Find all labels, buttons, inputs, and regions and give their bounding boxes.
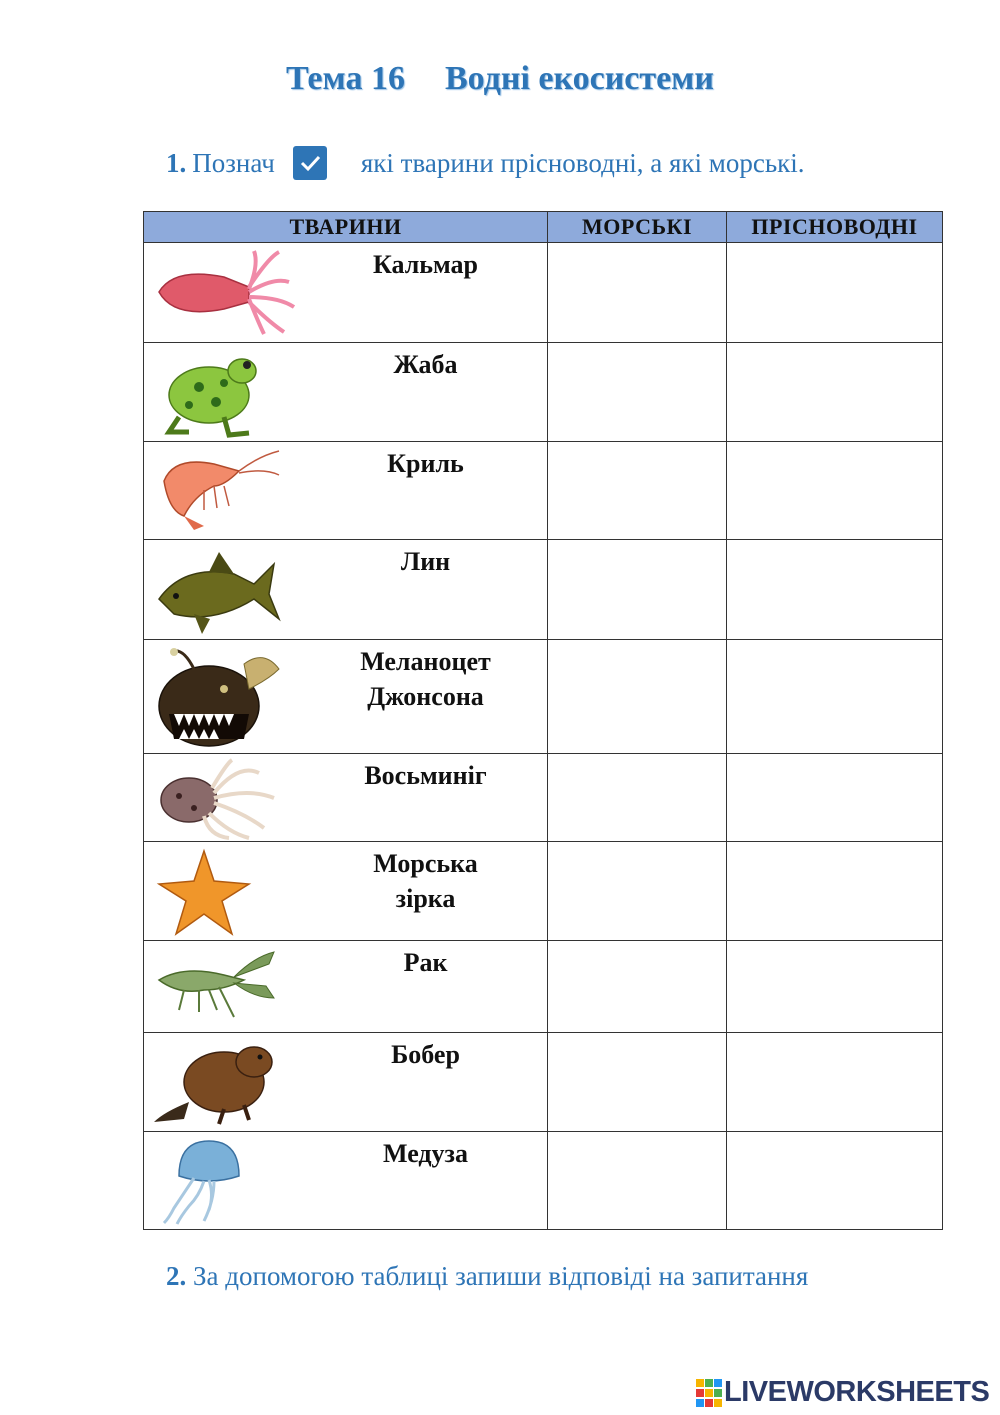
table-row [144,540,943,640]
table-row [144,1033,943,1132]
header-marine: МОРСЬКІ [548,212,727,243]
freshwater-answer-cell[interactable] [727,842,943,941]
octopus-image [154,758,284,840]
squid-image [154,247,304,339]
task-1-text-after: які тварини прісноводні, а які морські. [360,147,805,178]
marine-answer-cell[interactable] [548,442,727,540]
table-row [144,243,943,343]
liveworksheets-logo [696,1376,989,1409]
marine-answer-cell[interactable] [548,842,727,941]
crayfish-image [154,945,284,1029]
animal-name: Морська зірка [373,849,478,913]
animal-name: Криль [387,449,464,478]
frog-image [154,347,284,439]
animal-cell [144,442,548,540]
animal-cell [144,1132,548,1230]
animal-name: Меланоцет Джонсона [360,647,491,711]
animal-cell [144,1033,548,1132]
header-animals: ТВАРИНИ [144,212,548,243]
topic-title: Водні екосистеми [444,60,714,97]
topic-number: Тема 16 [286,60,405,97]
animal-cell [144,842,548,941]
freshwater-answer-cell[interactable] [727,540,943,640]
freshwater-answer-cell[interactable] [727,1033,943,1132]
task-1-text-before: Познач [192,147,275,178]
table-row [144,640,943,754]
task-2-text: За допомогою таблиці запиши відповіді на запитання [193,1261,809,1291]
freshwater-answer-cell[interactable] [727,442,943,540]
marine-answer-cell[interactable] [548,754,727,842]
animal-name: Восьминіг [364,761,487,790]
animal-name: Кальмар [372,250,479,279]
marine-answer-cell[interactable] [548,243,727,343]
animal-cell [144,640,548,754]
animal-name: Жаба [393,350,458,379]
page-title [0,60,1000,98]
task-1-number: 1. [166,147,187,178]
table-row [144,941,943,1033]
table-row [144,1132,943,1230]
jellyfish-image [154,1136,254,1226]
animal-name: Бобер [391,1040,460,1069]
checkbox-checked-icon [293,146,327,180]
freshwater-answer-cell[interactable] [727,243,943,343]
marine-answer-cell[interactable] [548,540,727,640]
marine-answer-cell[interactable] [548,343,727,442]
marine-answer-cell[interactable] [548,1132,727,1230]
animal-cell [144,754,548,842]
anglerfish-image [154,644,284,750]
table-row [144,754,943,842]
freshwater-answer-cell[interactable] [727,640,943,754]
marine-answer-cell[interactable] [548,941,727,1033]
table-row [144,442,943,540]
animal-name: Медуза [383,1139,468,1168]
krill-image [154,446,284,536]
table-header-row [144,212,943,243]
beaver-image [154,1037,284,1129]
freshwater-answer-cell[interactable] [727,941,943,1033]
starfish-image [154,846,254,938]
table-row [144,343,943,442]
marine-answer-cell[interactable] [548,1033,727,1132]
animals-table [143,211,943,1230]
table-row [144,842,943,941]
animal-cell [144,343,548,442]
liveworksheets-logo-icon [696,1379,722,1407]
header-freshwater: ПРІСНОВОДНІ [727,212,943,243]
animal-cell [144,243,548,343]
tench-fish-image [154,544,284,636]
freshwater-answer-cell[interactable] [727,343,943,442]
task-1 [166,146,805,180]
animal-cell [144,540,548,640]
freshwater-answer-cell[interactable] [727,754,943,842]
animal-name: Рак [403,948,448,977]
task-2 [166,1261,808,1292]
liveworksheets-text: LIVEWORKSHEETS [724,1376,990,1408]
animal-name: Лин [400,547,451,576]
marine-answer-cell[interactable] [548,640,727,754]
freshwater-answer-cell[interactable] [727,1132,943,1230]
task-2-number: 2. [166,1261,187,1291]
animal-cell [144,941,548,1033]
